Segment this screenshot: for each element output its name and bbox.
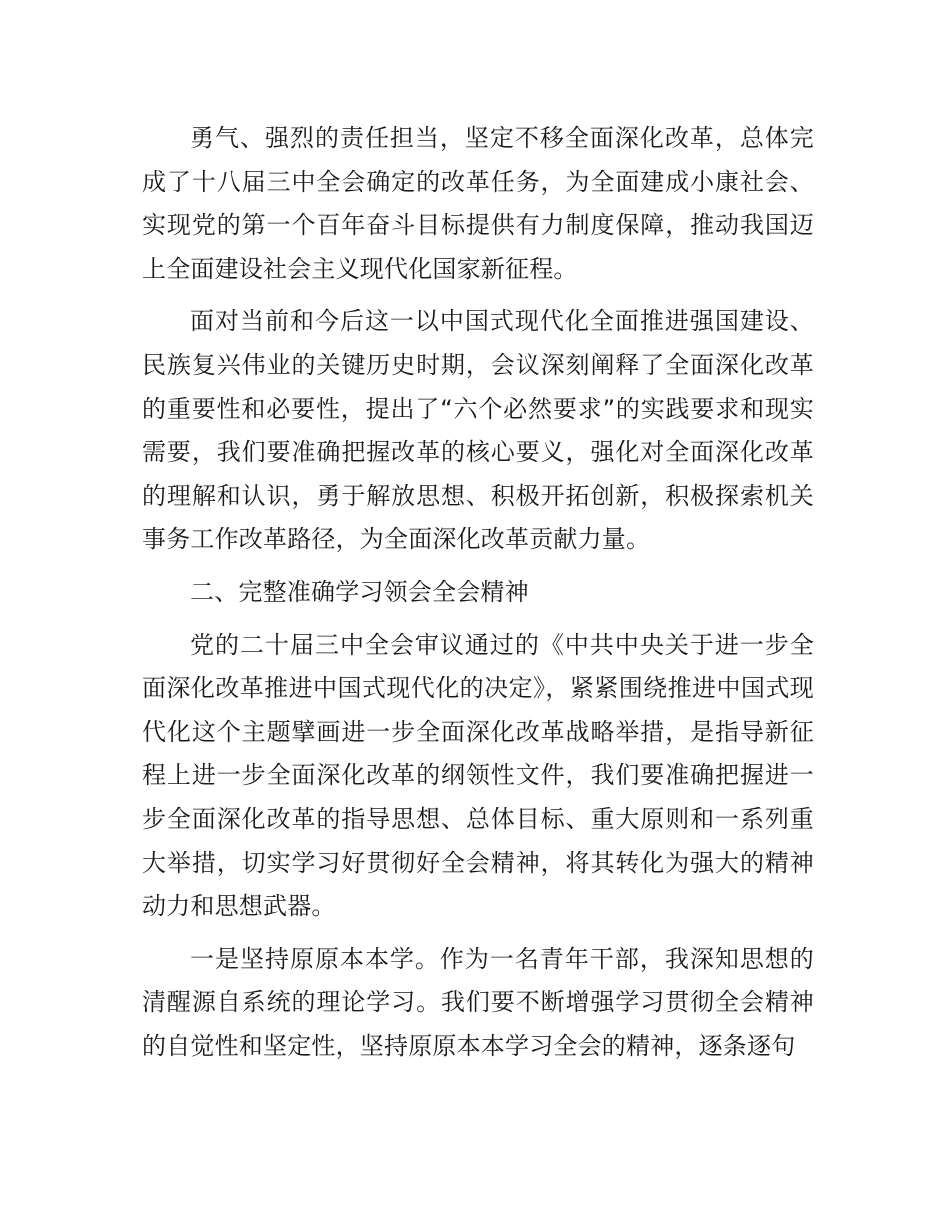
paragraph-reform-significance: 面对当前和今后这一以中国式现代化全面推进强国建设、民族复兴伟业的关键历史时期，会议深刻阐释了全面深化改革的重要性和必要性，提出了“六个必然要求”的实践要求和现实需要，我们要准确把握改革的核心要义，强化对全面深化改革的理解和认识，勇于解放思想、积极开拓创新，积极探索机关事务工作改革路径，为全面深化改革贡献力量。 [142,307,814,554]
document-body [142,117,814,1077]
paragraph-study-original: 一是坚持原原本本学。作为一名青年干部，我深知思想的清醒源自系统的理论学习。我们要不断增强学习贯彻全会精神的自觉性和坚定性，坚持原原本本学习全会的精神，逐条逐句 [142,944,814,1060]
paragraph-plenary-decision: 党的二十届三中全会审议通过的《中共中央关于进一步全面深化改革推进中国式现代化的决定》，紧紧围绕推进中国式现代化这个主题擘画进一步全面深化改革战略举措，是指导新征程上进一步全面深化改革的纲领性文件，我们要准确把握进一步全面深化改革的指导思想、总体目标、重大原则和一系列重大举措，切实学习好贯彻好全会精神，将其转化为强大的精神动力和思想武器。 [142,630,814,921]
section-heading: 二、完整准确学习领会全会精神 [190,577,529,606]
paragraph-continuation: 勇气、强烈的责任担当，坚定不移全面深化改革，总体完成了十八届三中全会确定的改革任务，为全面建成小康社会、实现党的第一个百年奋斗目标提供有力制度保障，推动我国迈上全面建设社会主义现代化国家新征程。 [142,124,814,283]
